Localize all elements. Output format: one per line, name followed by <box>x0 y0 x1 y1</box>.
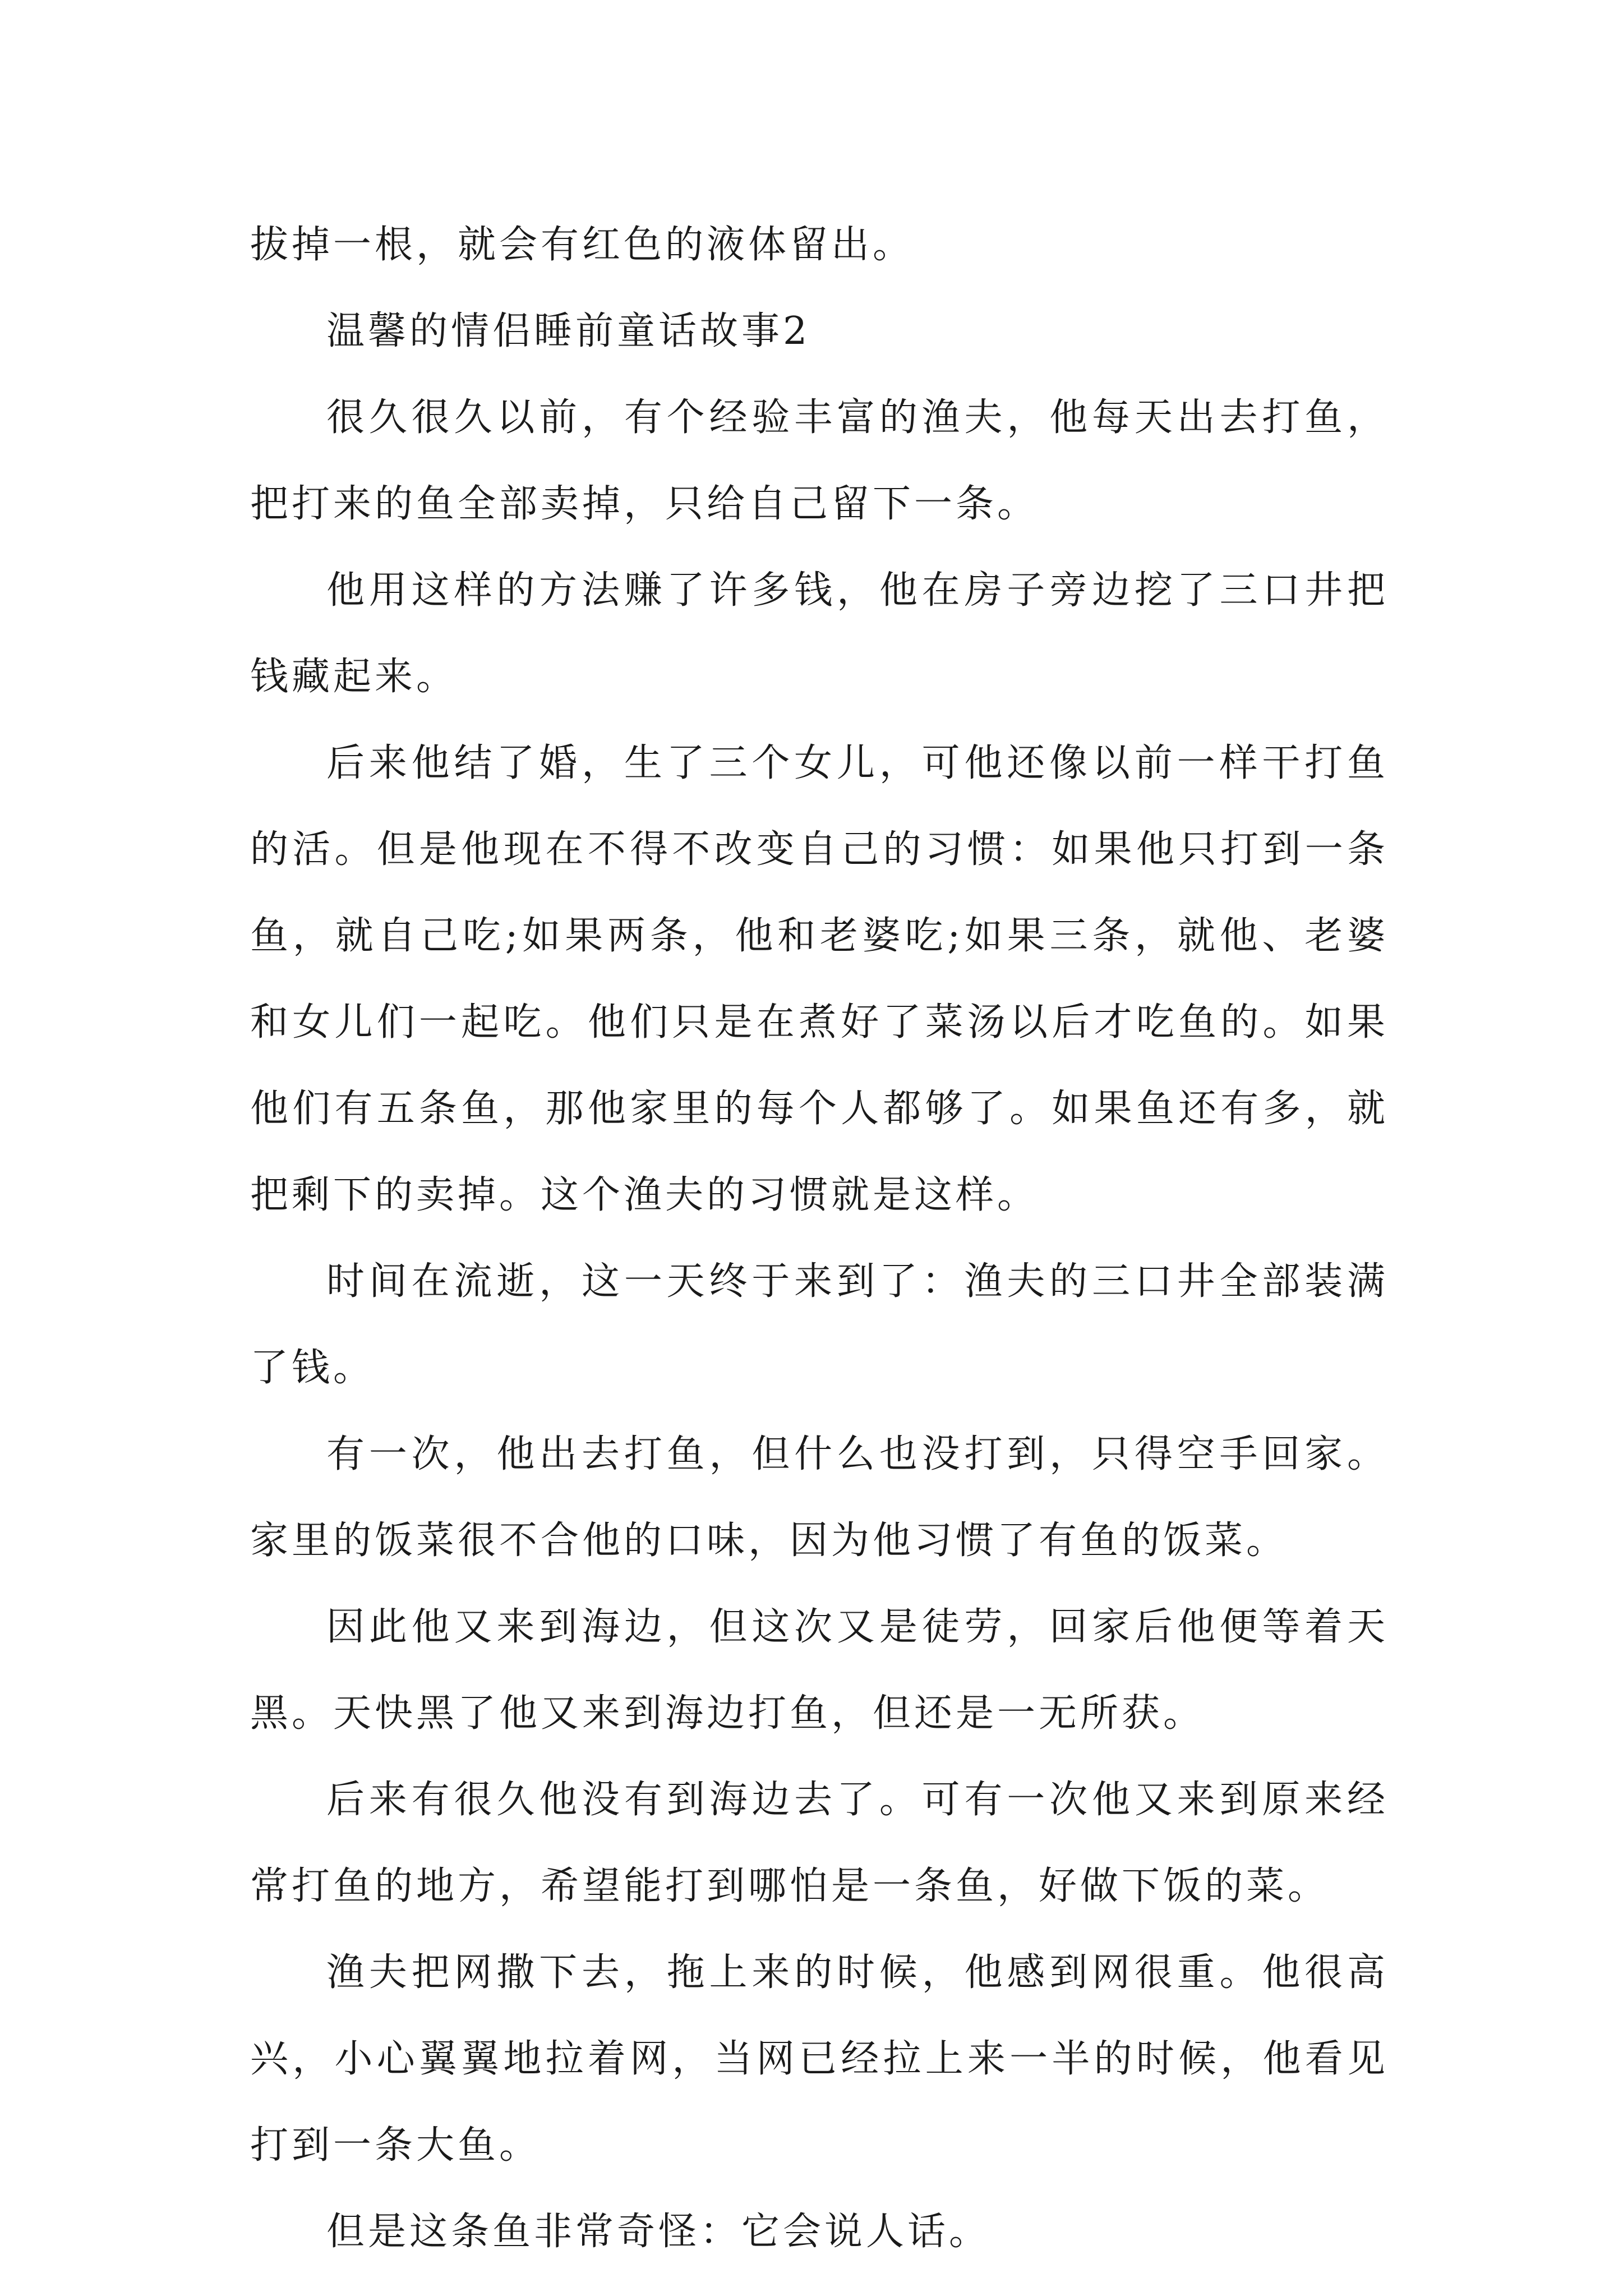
paragraph: 因此他又来到海边，但这次又是徒劳，回家后他便等着天黑。天快黑了他又来到海边打鱼，但还是一无所获。 <box>250 1605 1389 1736</box>
paragraph: 他用这样的方法赚了许多钱，他在房子旁边挖了三口井把钱藏起来。 <box>250 568 1389 699</box>
paragraph: 后来有很久他没有到海边去了。可有一次他又来到原来经常打鱼的地方，希望能打到哪怕是一条鱼，好做下饭的菜。 <box>250 1778 1389 1908</box>
paragraph: 时间在流逝，这一天终于来到了：渔夫的三口井全部装满了钱。 <box>250 1259 1389 1390</box>
paragraph-continuation: 拔掉一根，就会有红色的液体留出。 <box>250 223 915 267</box>
paragraph: 有一次，他出去打鱼，但什么也没打到，只得空手回家。家里的饭菜很不合他的口味，因为他习惯了有鱼的饭菜。 <box>250 1432 1389 1563</box>
paragraph: 后来他结了婚，生了三个女儿，可他还像以前一样干打鱼的活。但是他现在不得不改变自己的习惯：如果他只打到一条鱼，就自己吃;如果两条，他和老婆吃;如果三条，就他、老婆和女儿们一起吃。他们只是在煮好了菜汤以后才吃鱼的。如果他们有五条鱼，那他家里的每个人都够了。如果鱼还有多，就把剩下的卖掉。这个渔夫的习惯就是这样。 <box>250 741 1389 1217</box>
paragraph: 很久很久以前，有个经验丰富的渔夫，他每天出去打鱼，把打来的鱼全部卖掉，只给自己留下一条。 <box>250 395 1389 526</box>
section-title: 温馨的情侣睡前童话故事2 <box>326 309 811 353</box>
paragraph: 渔夫把网撒下去，拖上来的时候，他感到网很重。他很高兴，小心翼翼地拉着网，当网已经拉上来一半的时候，他看见打到一条大鱼。 <box>250 1950 1389 2168</box>
paragraph: 但是这条鱼非常奇怪：它会说人话。 <box>326 2210 991 2254</box>
document-body <box>250 202 1389 2275</box>
